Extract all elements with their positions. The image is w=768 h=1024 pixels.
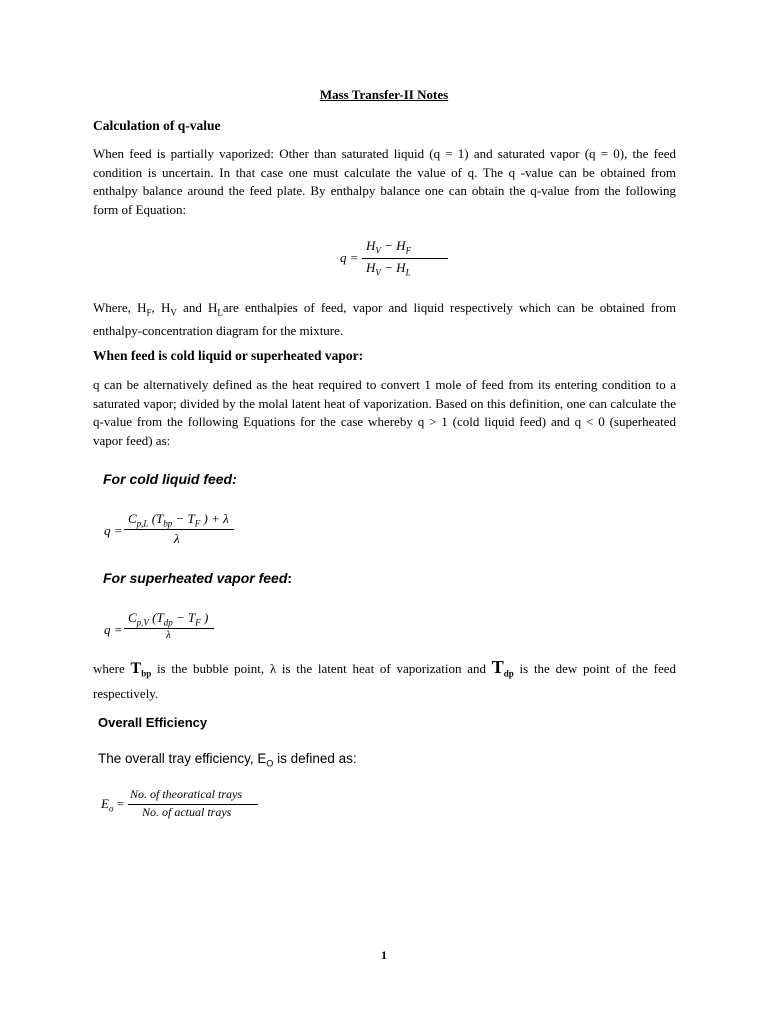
where2-tbp: T (130, 660, 142, 677)
eff-eq-fraction (128, 787, 260, 823)
paragraph-partially-vaporized: When feed is partially vaporized: Other than saturated liquid (q = 1) and saturated vapor (q = 0), the feed condition is uncertain. In that case one must calculate the value of q. The q -value can be obtained from enthalpy balance around the feed plate. By enthalpy balance one can obtain the q-value from the following form of Equation: (93, 146, 676, 217)
eff-eq-numerator: No. of theoratical trays (130, 787, 242, 801)
eq1-fraction-bar (362, 258, 448, 259)
where2-tbp-sub: bp (141, 668, 152, 679)
eff-eq-lhs-symbol: E (101, 796, 109, 811)
where1-sub-f: F (146, 307, 152, 318)
where1-sub-v: V (170, 307, 177, 318)
superheated-eq-lhs: q = (104, 622, 123, 637)
superheated-eq-denominator: λ (166, 629, 171, 641)
paragraph-alternative-definition: q can be alternatively defined as the heat required to convert 1 mole of feed from its entering condition to a saturated vapor; divided by the molal latent heat of vaporization. Based on this definition, one can calculate the q-value from the following Equations for the case whereby q > 1 (cold liquid feed) and q < 0 (superheated vapor feed) as: (93, 377, 676, 448)
cold-eq-fraction-bar (124, 529, 234, 530)
page-number: 1 (381, 948, 387, 962)
efficiency-text-prefix: The overall tray efficiency, E (98, 751, 267, 766)
where2-w3: is the dew point of the feed respectively. (93, 661, 677, 701)
where1-prefix: Where, H (93, 300, 147, 315)
where2-tdp: T (491, 657, 504, 677)
section-heading-q-value: Calculation of q-value (93, 118, 221, 133)
efficiency-text-suffix: is defined as: (273, 751, 357, 766)
document-title: Mass Transfer-II Notes (319, 87, 449, 102)
paragraph-bubble-dew-point (93, 658, 676, 703)
where1-suffix: are enthalpies of feed, vapor and liquid respectively which can be obtained from enthalpy-concentration diagram for the mixture. (93, 300, 676, 339)
superheated-heading-text: For superheated vapor feed (103, 570, 288, 586)
where2-tdp-sub: dp (503, 668, 514, 679)
cold-eq-denominator: λ (174, 531, 180, 546)
eff-eq-denominator: No. of actual trays (142, 805, 232, 819)
eff-eq-equals: = (116, 796, 125, 811)
superheated-heading-colon: : (287, 570, 293, 586)
cold-eq-numerator: $C_{p,L}$ ($T_{bp} - T_F$ ) + λ (128, 511, 229, 529)
superheated-heading (103, 570, 292, 586)
paragraph-enthalpy-definitions (93, 299, 676, 341)
cold-liquid-heading: For cold liquid feed: (103, 471, 237, 487)
where2-w1: where (93, 661, 131, 676)
eff-eq-lhs (101, 796, 124, 814)
eq1-numerator: $H_V - H_F$ (366, 238, 412, 256)
where1-mid1: , H (151, 300, 171, 315)
cold-eq-lhs: q = (104, 523, 123, 538)
eq1-denominator: $H_V - H_L$ (366, 260, 411, 278)
where1-sub-l: L (217, 307, 223, 318)
overall-efficiency-text (98, 751, 357, 769)
overall-efficiency-heading: Overall Efficiency (98, 715, 208, 730)
where1-mid2: and H (176, 300, 218, 315)
superheated-eq-numerator: $C_{p,V}$ ($T_{dp} - T_F$ ) (128, 610, 209, 628)
efficiency-text-sub: O (266, 758, 274, 769)
eff-eq-lhs-sub: o (108, 803, 114, 814)
eq1-lhs: q = (340, 250, 359, 265)
superheated-eq-fraction (124, 610, 216, 646)
eq1-fraction (362, 238, 450, 278)
cold-eq-fraction (124, 511, 236, 551)
where2-w2: is the bubble point, λ is the latent heat of vaporization and (151, 661, 492, 676)
section-heading-cold-superheated: When feed is cold liquid or superheated vapor: (93, 348, 364, 363)
